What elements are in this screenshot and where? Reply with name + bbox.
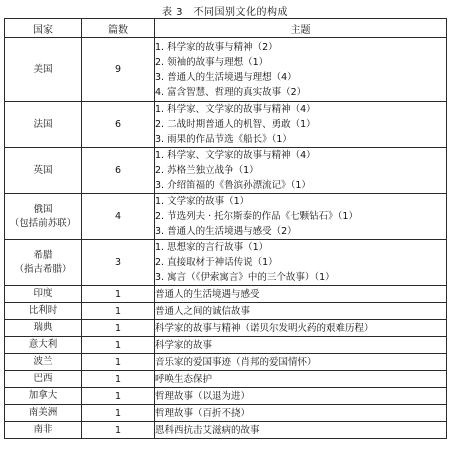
table-row xyxy=(5,240,447,286)
count-cell: 1 xyxy=(82,422,155,439)
theme-line: 普通人的生活境遇与感受 xyxy=(155,288,260,300)
theme-line: 哲理故事（百折不挠） xyxy=(155,407,251,419)
theme-line: 3. 雨果的作品节选《船长》（1） xyxy=(155,134,292,145)
country-cell: 印度 xyxy=(5,286,82,303)
country-cell: 南美洲 xyxy=(5,405,82,422)
count-cell: 1 xyxy=(82,337,155,354)
theme-cell xyxy=(155,303,447,320)
culture-composition-table xyxy=(4,18,447,439)
theme-line: 2. 二战时期普通人的机智、勇敢（1） xyxy=(155,119,316,130)
country-note: （指古希腊） xyxy=(14,263,72,275)
theme-cell xyxy=(155,405,447,422)
count-cell: 4 xyxy=(82,194,155,240)
header-theme: 主题 xyxy=(155,19,447,38)
table-row xyxy=(5,303,447,320)
count-cell: 6 xyxy=(82,102,155,148)
theme-line: 音乐家的爱国事迹（肖邦的爱国情怀） xyxy=(155,356,317,368)
theme-line: 科学家的故事与精神（诺贝尔发明火药的艰难历程） xyxy=(155,322,374,334)
country-cell: 加拿大 xyxy=(5,388,82,405)
theme-cell xyxy=(155,371,447,388)
theme-line: 科学家的故事 xyxy=(155,339,213,351)
count-cell: 9 xyxy=(82,38,155,102)
country-cell xyxy=(5,102,82,148)
table-row xyxy=(5,354,447,371)
theme-line: 2. 领袖的故事与理想（1） xyxy=(155,56,269,68)
theme-cell xyxy=(155,38,447,102)
table-caption: 表 3 不同国别文化的构成 xyxy=(161,7,289,18)
theme-line: 普通人之间的诚信故事 xyxy=(155,305,251,317)
country-name: 法国 xyxy=(33,118,53,130)
table-row xyxy=(5,422,447,439)
country-cell: 瑞典 xyxy=(5,320,82,337)
table-header-row xyxy=(5,19,447,38)
count-cell: 1 xyxy=(82,405,155,422)
theme-line: 2. 节选列夫 · 托尔斯泰的作品《七颗钻石》（1） xyxy=(155,211,358,222)
theme-cell xyxy=(155,240,447,286)
theme-line: 3. 普通人的生活境遇与感受（2） xyxy=(155,226,297,237)
theme-line: 哲理故事（以退为进） xyxy=(155,390,251,402)
theme-cell xyxy=(155,148,447,194)
theme-line: 1. 文学家的故事（1） xyxy=(155,196,250,207)
theme-line: 3. 寓言（《伊索寓言》中的三个故事）（1） xyxy=(155,272,335,283)
count-cell: 1 xyxy=(82,303,155,320)
theme-line: 2. 苏格兰独立战争（1） xyxy=(155,165,259,176)
country-cell xyxy=(5,148,82,194)
theme-line: 恩科西抗击艾滋病的故事 xyxy=(155,424,260,436)
count-cell: 1 xyxy=(82,286,155,303)
table-row xyxy=(5,38,447,102)
table-row xyxy=(5,371,447,388)
country-cell: 比利时 xyxy=(5,303,82,320)
theme-line: 4. 富含智慧、哲理的真实故事（2） xyxy=(155,86,307,98)
count-cell: 1 xyxy=(82,320,155,337)
table-row xyxy=(5,405,447,422)
country-note: （包括前苏联） xyxy=(9,217,77,229)
theme-line: 1. 思想家的言行故事（1） xyxy=(155,242,269,253)
country-cell xyxy=(5,240,82,286)
count-cell: 1 xyxy=(82,354,155,371)
table-row xyxy=(5,388,447,405)
theme-line: 3. 普通人的生活境遇与理想（4） xyxy=(155,71,297,83)
country-cell: 意大利 xyxy=(5,337,82,354)
table-row xyxy=(5,286,447,303)
theme-cell xyxy=(155,337,447,354)
theme-line: 1. 科学家的故事与精神（2） xyxy=(155,41,278,53)
theme-line: 1. 科学家、文学家的故事与精神（4） xyxy=(155,150,316,161)
theme-cell xyxy=(155,422,447,439)
country-name: 俄国 xyxy=(33,203,53,215)
theme-cell xyxy=(155,388,447,405)
country-cell xyxy=(5,194,82,240)
theme-line: 1. 科学家、文学家的故事与精神（4） xyxy=(155,104,316,115)
country-cell: 波兰 xyxy=(5,354,82,371)
theme-cell xyxy=(155,354,447,371)
table-row xyxy=(5,337,447,354)
count-cell: 1 xyxy=(82,388,155,405)
theme-cell xyxy=(155,194,447,240)
theme-line: 3. 介绍笛福的《鲁滨孙漂流记》（1） xyxy=(155,180,311,191)
country-cell: 巴西 xyxy=(5,371,82,388)
theme-line: 2. 直接取材于神话传说（1） xyxy=(155,257,278,268)
country-cell xyxy=(5,38,82,102)
table-row xyxy=(5,102,447,148)
count-cell: 6 xyxy=(82,148,155,194)
count-cell: 1 xyxy=(82,371,155,388)
theme-cell xyxy=(155,286,447,303)
country-name: 英国 xyxy=(33,164,53,176)
country-name: 美国 xyxy=(33,63,53,75)
header-count: 篇数 xyxy=(82,19,155,38)
country-cell: 南非 xyxy=(5,422,82,439)
header-country: 国家 xyxy=(5,19,82,38)
count-cell: 3 xyxy=(82,240,155,286)
table-row xyxy=(5,148,447,194)
country-name: 希腊 xyxy=(33,249,53,261)
theme-cell xyxy=(155,320,447,337)
table-row xyxy=(5,320,447,337)
theme-cell xyxy=(155,102,447,148)
table-row xyxy=(5,194,447,240)
theme-line: 呼唤生态保护 xyxy=(155,373,213,385)
